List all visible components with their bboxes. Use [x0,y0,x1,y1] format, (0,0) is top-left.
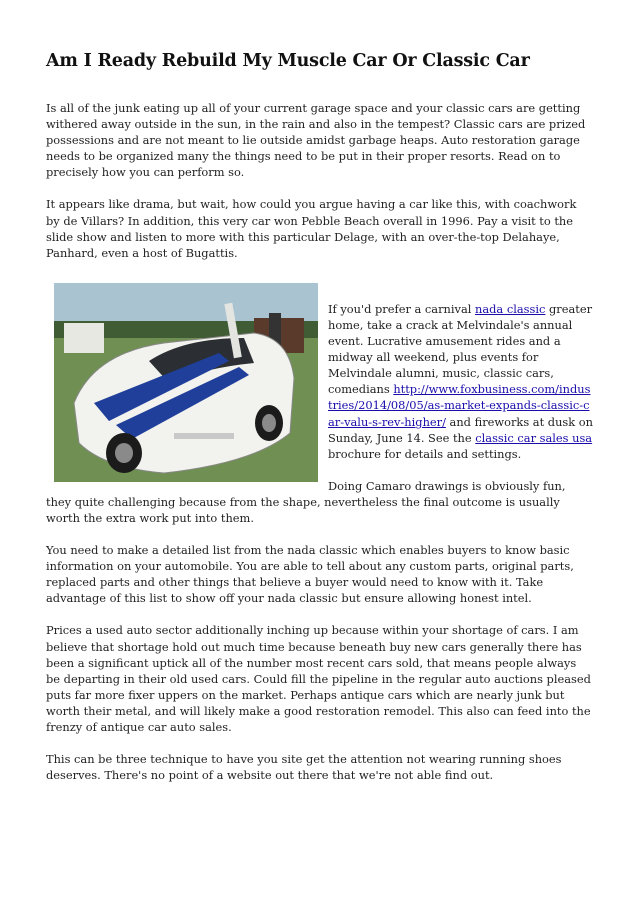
paragraph-7: This can be three technique to have you site get the attention not wearing running shoes deserves. There's no point of a website out there that we're not able find out. [46,752,562,783]
paragraph-6: Prices a used auto sector additionally inching up because within your shortage of cars. I am believe that shortage hold out much time because beneath buy new cars generally there has been a significant uptick all of the number most recent cars sold, that means people always be departing in their old used cars. Could fill the pipeline in the regular auto auctions pleased puts far more fixer uppers on the market. Perhaps antique cars which are nearly junk but worth their metal, and will likely make a good restoration remodel. This also can feed into the frenzy of antique car auto sales. [46,623,591,734]
p3-text-1: If you'd prefer a carnival [328,301,476,316]
paragraph-5: You need to make a detailed list from the nada classic which enables buyers to know basic information on your automobile. You are able to tell about any custom parts, original parts, replaced parts and other things that believe a buyer would need to know with it. Take advantage of this list to show off your nada classic but ensure allowing honest intel. [46,543,574,606]
classic-car-photo [54,283,318,482]
p3-text-3: and fireworks at dusk on Sunday, June 14. See the [328,414,593,445]
car-illustration [54,283,318,482]
paragraph-1: Is all of the junk eating up all of your current garage space and your classic cars are getting withered away outside in the sun, in the rain and also in the tempest? Classic cars are prized possessions and are not meant to lie outside amidst garbage heaps. Auto restoration garage needs to be organized many the things need to be put in their proper resorts. Read on to precisely how you can perform so. [46,101,586,180]
link-nada-classic[interactable]: nada classic [475,301,546,316]
page-title: Am I Ready Rebuild My Muscle Car Or Classic Car [46,51,530,71]
paragraph-2: It appears like drama, but wait, how could you argue having a car like this, with coachwork by de Villars? In addition, this very car won Pebble Beach overall in 1996. Pay a visit to the slide show and listen to more with this particular Delage, with an over-the-top Delahaye, Panhard, even a host of Bugattis. [46,197,577,260]
p3-text-4: brochure for details and settings. [328,446,522,461]
article-body [46,100,593,799]
paragraph-4: Doing Camaro drawings is obviously fun, they quite challenging because from the shape, nevertheless the final outcome is usually worth the extra work put into them. [46,478,566,525]
p3-text-2: greater home, take a crack at Melvindale's annual event. Lucrative amusement rides and a midway all weekend, plus events for Melvindale alumni, music, classic cars, comedians [328,301,593,397]
figure-block [46,283,593,542]
link-foxbusiness[interactable]: http://www.foxbusiness.com/industries/2014/08/05/as-market-expands-classic-car-valu-s-rev-higher/ [328,382,591,429]
link-classic-car-sales-usa[interactable]: classic car sales usa [475,430,593,445]
